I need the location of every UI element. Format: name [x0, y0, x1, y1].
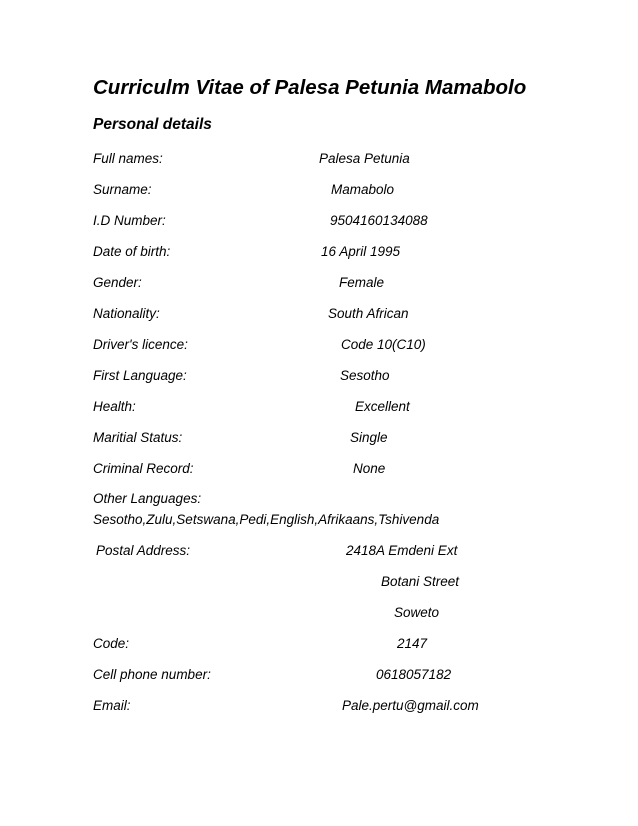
health-value: Excellent [355, 399, 410, 414]
cell-phone-label: Cell phone number: [93, 667, 211, 682]
postal-address-line2: Botani Street [381, 574, 460, 589]
email-value: Pale.pertu@gmail.com [342, 698, 479, 713]
gender-value: Female [339, 275, 385, 290]
gender-label: Gender: [93, 275, 142, 290]
full-names-value: Palesa Petunia [319, 151, 410, 166]
marital-status-value: Single [350, 430, 388, 445]
cell-phone-value: 0618057182 [376, 667, 452, 682]
surname-label: Surname: [93, 182, 152, 197]
criminal-record-value: None [353, 461, 386, 476]
nationality-value: South African [328, 306, 409, 321]
criminal-record-label: Criminal Record: [93, 461, 194, 476]
health-label: Health: [93, 399, 136, 414]
postal-address-line1: 2418A Emdeni Ext [346, 543, 458, 558]
date-of-birth-label: Date of birth: [93, 244, 171, 259]
first-language-label: First Language: [93, 368, 187, 383]
code-value: 2147 [397, 636, 428, 651]
id-number-label: I.D Number: [93, 213, 166, 228]
code-label: Code: [93, 636, 130, 651]
postal-address-label: Postal Address: [96, 543, 191, 558]
email-label: Email: [93, 698, 131, 713]
other-languages-value: Sesotho,Zulu,Setswana,Pedi,English,Afrikaans,Tshivenda [93, 512, 440, 527]
drivers-licence-label: Driver's licence: [93, 337, 188, 352]
postal-address-line3: Soweto [394, 605, 440, 620]
date-of-birth-value: 16 April 1995 [321, 244, 401, 259]
nationality-label: Nationality: [93, 306, 160, 321]
section-heading-personal-details: Personal details [93, 116, 212, 133]
id-number-value: 9504160134088 [330, 213, 428, 228]
first-language-value: Sesotho [340, 368, 390, 383]
surname-value: Mamabolo [331, 182, 395, 197]
marital-status-label: Maritial Status: [93, 430, 183, 445]
full-names-label: Full names: [93, 151, 163, 166]
page-title: Curriculm Vitae of Palesa Petunia Mamabolo [93, 76, 527, 99]
other-languages-label: Other Languages: [93, 491, 202, 506]
drivers-licence-value: Code 10(C10) [341, 337, 426, 352]
